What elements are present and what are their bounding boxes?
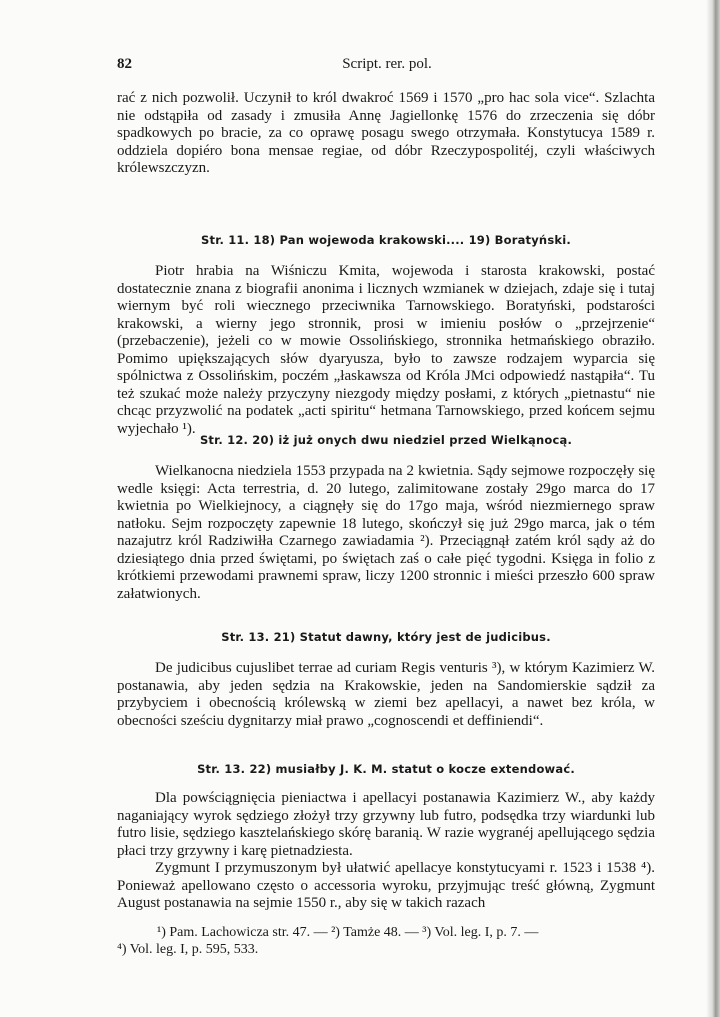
section-heading-18-19: Str. 11. 18) Pan wojewoda krakowski.... 19) Boratyński. — [201, 233, 571, 247]
paragraph-continuation — [117, 90, 655, 178]
paragraph-4: De judicibus cujuslibet terrae ad curiam Regis venturis ³), w którym Kazimierz W. postanawia, aby jeden sędzia na Krakowskie, jeden na Sandomierskie sądził za przybyciem i obecnością królewską w ziemi bez apellacyi, a nawet bez króla, w obecności sześciu dygnitarzy miał prawo „cognoscendi et deffiniendi“. — [117, 660, 655, 729]
paragraph-1: rać z nich pozwolił. Uczynił to król dwakroć 1569 i 1570 „pro hac sola vice“. Szlachta nie odstąpiła od zasady i zmusiła Annę Jagiellonkę 1576 do zrzeczenia się dóbr spadkowych po bracie, za co oprawę posagu swego otrzymała. Konstytucya 1589 r. oddziela dopiéro bona mensae regiae, od dóbr Rzeczypospolitéj, czyli właściwych królewszczyzn. — [117, 90, 655, 176]
paragraph-kmita — [117, 263, 655, 438]
section-heading-22: Str. 13. 22) musiałby J. K. M. statut o kocze extendować. — [197, 762, 575, 776]
section-heading-21: Str. 13. 21) Statut dawny, który jest de judicibus. — [221, 630, 551, 644]
footnote-line-2: ⁴) Vol. leg. I, p. 595, 533. — [117, 942, 259, 957]
paragraph-de-judicibus — [117, 660, 655, 730]
paragraph-6: Zygmunt I przymuszonym był ułatwić apellacye konstytucyami r. 1523 i 1538 ⁴). Ponieważ apellowano często o accessoria wyroku, przyjmując treść główną, Zygmunt August postanawia na sejmie 1550 r., aby się w takich razach — [117, 860, 655, 911]
section-heading-20: Str. 12. 20) iż już onych dwu niedziel przed Wielkąnocą. — [199, 433, 573, 447]
page-edge-shadow — [706, 0, 720, 1017]
paragraph-2: Piotr hrabia na Wiśniczu Kmita, wojewoda i starosta krakowski, postać dostatecznie znana z biografii anonima i licznych wzmianek w dziejach, zdaje się i tutaj wiernym być roli wiecznego przeciwnika Tarnowskiego. Boratyński, podstarości krakowski, a wierny jego stronnik, prosi w imieniu posłów o „przejrzenie“ (przebaczenie), jeżeli co w mowie Ossolińskiego, stronnika hetmańskiego obraziło. Pomimo upiększających słów dyaryusza, było to zawsze rodzajem wyparcia się spólnictwa z Ossolińskim, poczém „łaskawsza od Króla JMci odpowiedź nastąpiła“. Tu też szukać może należy przyczyny niezgody między posłami, z których „pietnastu“ nie chcąc przyzwolić na podatek „acti spiritu“ hetmana Tarnowskiego, przed końcem sejmu wyjechało ¹). — [117, 263, 655, 437]
paragraph-appeals — [117, 790, 655, 913]
page-header — [117, 56, 657, 76]
paragraph-3: Wielkanocna niedziela 1553 przypada na 2 kwietnia. Sądy sejmowe rozpoczęły się wedle księgi: Acta terrestria, d. 20 lutego, zalimitowane zostały 29go marca do 17 kwietnia po Wielkiejnocy, a ciągnęły się do 17go maja, wśród niezmiernego spraw natłoku. Sejm rozpoczęty zapewnie 18 lutego, skończył się już 29go marca, jak o tém nazajutrz król Radziwiłła Czarnego zawiadamia ²). Przeciągnął zatém król sądy aż do dziesiątego dnia przed świętami, po świętach zaś o całe pięć tygodni. Księga in folio z krótkiemi przewodami prawnemi spraw, liczy 1200 stronnic i mieści przeszło 600 spraw załatwionych. — [117, 463, 655, 602]
page-number: 82 — [117, 56, 132, 72]
footnote-line-1: ¹) Pam. Lachowicza str. 47. — ²) Tamże 48. — ³) Vol. leg. I, p. 7. — — [157, 925, 539, 940]
running-title: Script. rer. pol. — [342, 56, 432, 72]
footnotes — [117, 924, 655, 958]
paragraph-easter — [117, 463, 655, 603]
paragraph-5: Dla powściągnięcia pieniactwa i apellacyi postanawia Kazimierz W., aby każdy naganiający wyrok sędziego złożył trzy grzywny lub futro, podsędka trzy wiardunki lub futro lisie, sędziego kasztelańskiego skórę baranią. W razie wygranéj apellującego sędzia płaci trzy grzywny i karę pietnadziesta. — [117, 790, 655, 859]
